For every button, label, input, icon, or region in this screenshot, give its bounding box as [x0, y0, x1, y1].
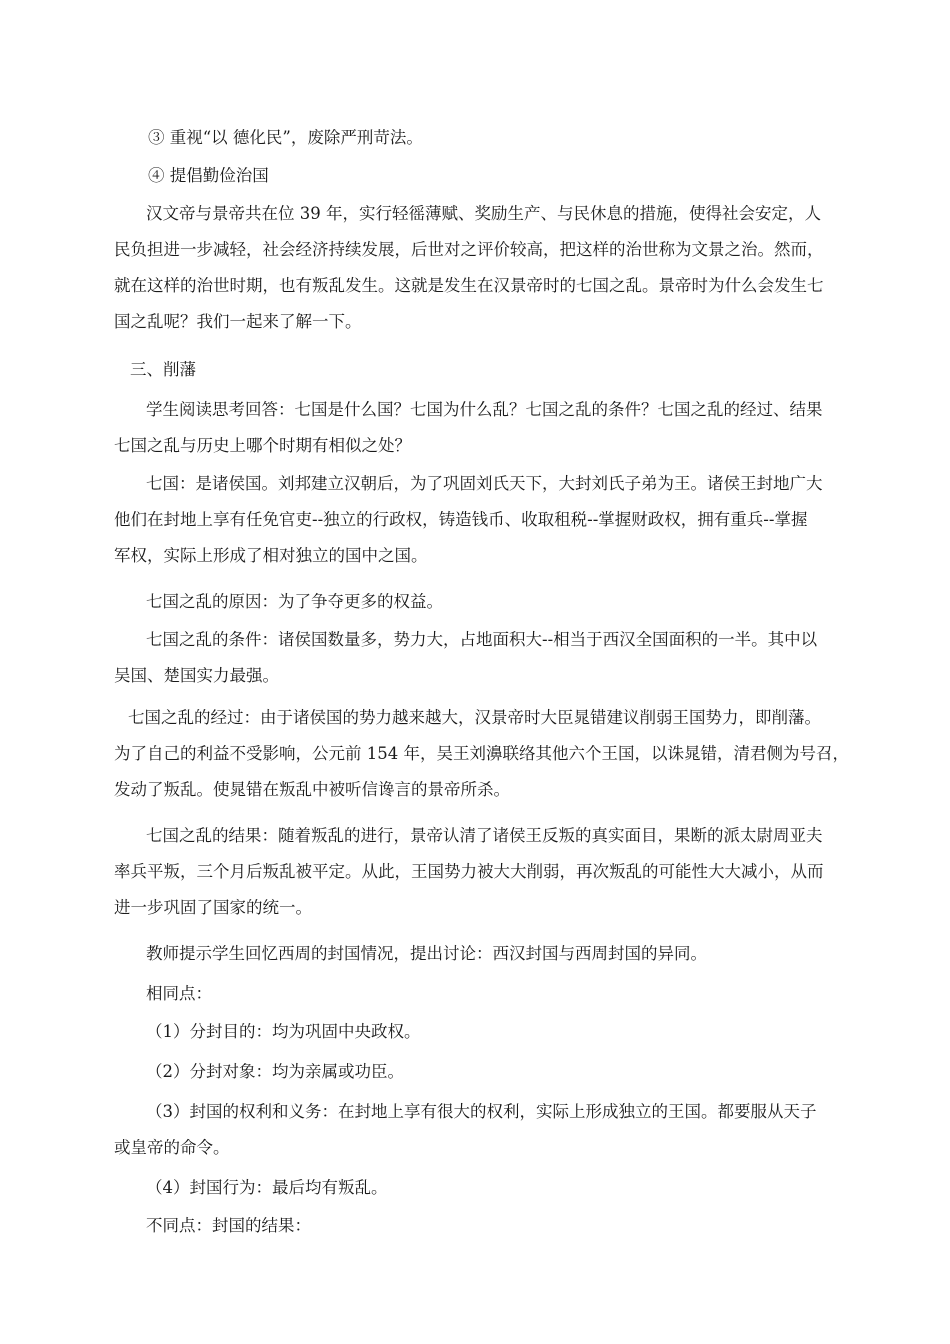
- text-line: 进一步巩固了国家的统一。: [114, 898, 312, 917]
- paragraph-questions: [114, 392, 850, 464]
- paragraph-result: [114, 818, 850, 926]
- text-line: 民负担进一步减轻，社会经济持续发展，后世对之评价较高，把这样的治世称为文景之治。然而，: [114, 240, 824, 259]
- text-line: 军权，实际上形成了相对独立的国中之国。: [114, 546, 428, 565]
- paragraph-wenjing: [114, 196, 850, 340]
- text-line: 或皇帝的命令。: [114, 1138, 230, 1157]
- text-line: 教师提示学生回忆西周的封国情况，提出讨论：西汉封国与西周封国的异同。: [146, 944, 707, 963]
- text-line: （3）封国的权利和义务：在封地上享有很大的权利，实际上形成独立的王国。都要服从天子: [146, 1102, 817, 1121]
- text-line: 率兵平叛，三个月后叛乱被平定。从此，王国势力被大大削弱，再次叛乱的可能性大大减小，从而: [114, 862, 824, 881]
- text-line: 学生阅读思考回答：七国是什么国？七国为什么乱？七国之乱的条件？七国之乱的经过、结果: [146, 400, 823, 419]
- text-line: （4）封国行为：最后均有叛乱。: [146, 1178, 388, 1197]
- text-line: 吴国、楚国实力最强。: [114, 666, 279, 685]
- text-line: ④ 提倡勤俭治国: [148, 166, 269, 185]
- text-line: 国之乱呢？我们一起来了解一下。: [114, 312, 362, 331]
- list-item-3: [148, 120, 884, 156]
- text-line: 三、削藩: [130, 360, 196, 379]
- text-line: 为了自己的利益不受影响，公元前 154 年，吴王刘濞联络其他六个王国，以诛晁错，清君侧为号召，: [114, 744, 849, 763]
- text-line: 七国之乱的条件：诸侯国数量多，势力大，占地面积大--相当于西汉全国面积的一半。其中以: [146, 630, 818, 649]
- similarities-heading: [114, 976, 850, 1012]
- similarity-2: [114, 1054, 850, 1090]
- text-line: ③ 重视“以 德化民”，废除严刑苛法。: [148, 128, 423, 147]
- similarity-4: [114, 1170, 850, 1206]
- section-heading: [130, 352, 866, 388]
- text-line: 汉文帝与景帝共在位 39 年，实行轻徭薄赋、奖励生产、与民休息的措施，使得社会安定，人: [146, 204, 821, 223]
- text-line: 七国之乱的经过：由于诸侯国的势力越来越大，汉景帝时大臣晁错建议削弱王国势力，即削藩。: [128, 708, 821, 727]
- paragraph-qiguo: [114, 466, 850, 574]
- paragraph-teacher-prompt: [114, 936, 850, 972]
- text-line: 发动了叛乱。使晁错在叛乱中被听信谗言的景帝所杀。: [114, 780, 510, 799]
- differences-heading: [114, 1208, 850, 1244]
- text-line: 他们在封地上享有任免官吏--独立的行政权，铸造钱币、收取租税--掌握财政权，拥有重兵--掌握: [114, 510, 808, 529]
- paragraph-process: [114, 700, 850, 808]
- text-line: 七国：是诸侯国。刘邦建立汉朝后，为了巩固刘氏天下，大封刘氏子弟为王。诸侯王封地广大: [146, 474, 823, 493]
- list-item-4: [148, 158, 884, 194]
- text-line: 七国之乱的原因：为了争夺更多的权益。: [146, 592, 443, 611]
- text-line: （2）分封对象：均为亲属或功臣。: [146, 1062, 404, 1081]
- text-line: 相同点：: [146, 984, 212, 1003]
- paragraph-cause: [114, 584, 850, 620]
- text-line: （1）分封目的：均为巩固中央政权。: [146, 1022, 421, 1041]
- text-line: 就在这样的治世时期，也有叛乱发生。这就是发生在汉景帝时的七国之乱。景帝时为什么会发生七: [114, 276, 824, 295]
- text-line: 七国之乱的结果：随着叛乱的进行，景帝认清了诸侯王反叛的真实面目，果断的派太尉周亚夫: [146, 826, 823, 845]
- similarity-3: [114, 1094, 850, 1166]
- text-line: 不同点：封国的结果：: [146, 1216, 311, 1235]
- text-line: 七国之乱与历史上哪个时期有相似之处？: [114, 436, 411, 455]
- paragraph-conditions: [114, 622, 850, 694]
- similarity-1: [114, 1014, 850, 1050]
